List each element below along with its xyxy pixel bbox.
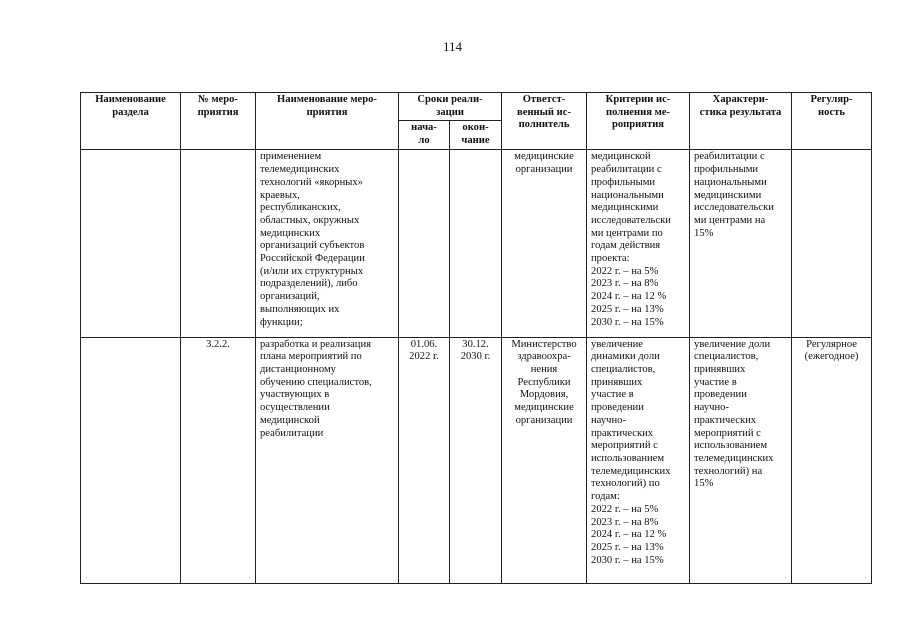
header-criteria: Критерии ис- полнения ме- роприятия	[587, 93, 690, 150]
cell-end	[450, 150, 502, 337]
cell-section	[81, 150, 181, 337]
header-regularity: Регуляр- ность	[792, 93, 872, 150]
table-row	[81, 337, 872, 583]
header-name: Наименование меро- приятия	[256, 93, 399, 150]
header-terms: Сроки реали- зации	[399, 93, 502, 121]
cell-responsible: медицинские организации	[502, 150, 587, 337]
cell-responsible: Министерство здравоохра- нения Республики Мордовия, медицинские организации	[502, 337, 587, 583]
cell-result: реабилитации с профильными национальными медицинскими исследовательски ми центрами на 15%	[690, 150, 792, 337]
page-number: 114	[442, 39, 463, 54]
cell-start: 01.06. 2022 г.	[399, 337, 450, 583]
header-end: окон- чание	[450, 121, 502, 150]
header-number: № меро- приятия	[181, 93, 256, 150]
header-section: Наименование раздела	[81, 93, 181, 150]
cell-end: 30.12. 2030 г.	[450, 337, 502, 583]
header-responsible: Ответст- венный ис- полнитель	[502, 93, 587, 150]
header-row	[81, 93, 872, 121]
cell-criteria: медицинской реабилитации с профильными национальными медицинскими исследовательски ми центрами по годам действия проекта: 2022 г. – на 5% 2023 г. – на 8% 2024 г. – на 12 % 2025 г. – на 13% 2030 г. – на 15%	[587, 150, 690, 337]
cell-number: 3.2.2.	[181, 337, 256, 583]
cell-name: разработка и реализация плана мероприятий по дистанционному обучению специалистов, участвующих в осуществлении медицинской реабилитации	[256, 337, 399, 583]
cell-regularity: Регулярное (ежегодное)	[792, 337, 872, 583]
activities-table	[80, 92, 872, 584]
cell-start	[399, 150, 450, 337]
cell-number	[181, 150, 256, 337]
cell-section	[81, 337, 181, 583]
cell-regularity	[792, 150, 872, 337]
header-start: нача- ло	[399, 121, 450, 150]
header-result: Характери- стика результата	[690, 93, 792, 150]
cell-result: увеличение доли специалистов, принявших участие в проведении научно- практических мероприятий с использованием телемедицинских технологий) на 15%	[690, 337, 792, 583]
cell-name: применением телемедицинских технологий «якорных» краевых, республиканских, областных, окружных медицинских организаций субъектов Российской Федерации (и/или их структурных подразделений), либо организаций, выполняющих их функции;	[256, 150, 399, 337]
cell-criteria: увеличение динамики доли специалистов, принявших участие в проведении научно- практических мероприятий с использованием телемедицинских технологий) по годам: 2022 г. – на 5% 2023 г. – на 8% 2024 г. – на 12 % 2025 г. – на 13% 2030 г. – на 15%	[587, 337, 690, 583]
table-row	[81, 150, 872, 337]
